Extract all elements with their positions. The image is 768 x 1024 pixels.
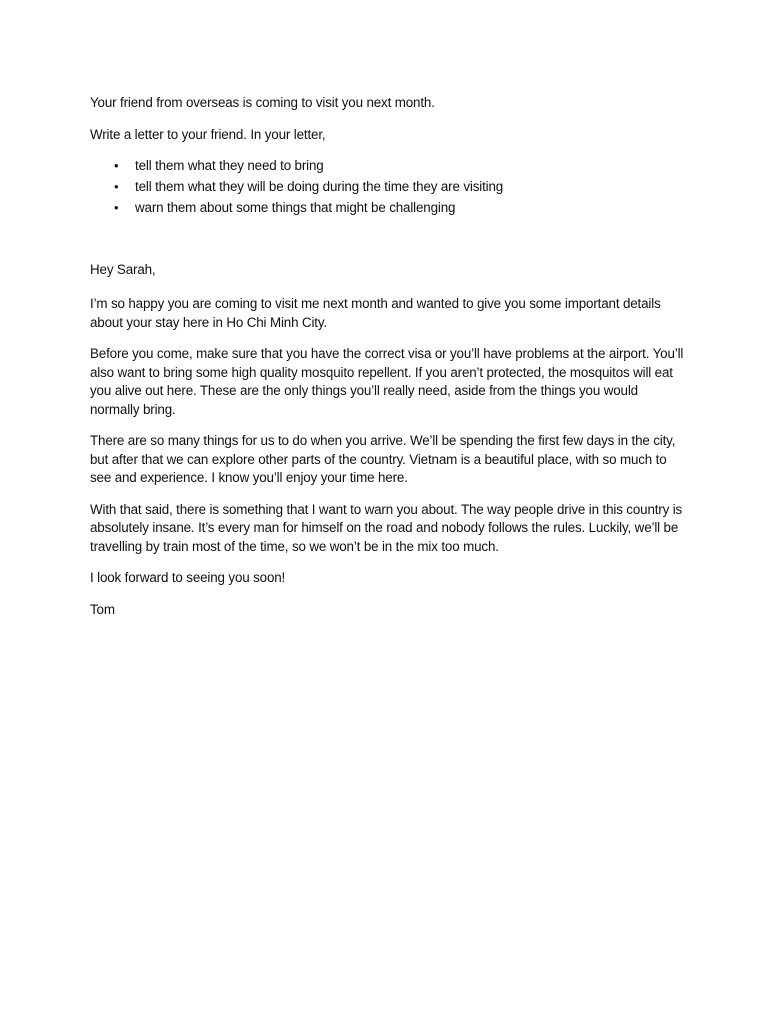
list-item-text: tell them what they need to bring <box>135 158 324 173</box>
bullet-icon: • <box>114 158 119 173</box>
letter-paragraph: With that said, there is something that I want to warn you about. The way people drive in this country is absolutely insane. It’s every man for himself on the road and nobody follows the rules. Luckily, we’ll be travelling by train most of the time, so we won’t be in the mix too much. <box>90 501 683 554</box>
letter-closing: I look forward to seeing you soon! <box>90 570 286 585</box>
bullet-icon: • <box>114 179 119 194</box>
list-item-text: tell them what they will be doing during the time they are visiting <box>135 179 504 194</box>
letter-paragraph: Before you come, make sure that you have the correct visa or you’ll have problems at the airport. You’ll also want to bring some high quality mosquito repellent. If you aren’t protected, the mosquitos will eat you alive out here. These are the only things you’ll really need, aside from the things you would normally bring. <box>90 346 684 417</box>
list-item <box>90 178 690 197</box>
list-item-text: warn them about some things that might be challenging <box>135 200 456 215</box>
document-page <box>90 94 690 632</box>
letter-paragraph: I’m so happy you are coming to visit me next month and wanted to give you some important details about your stay here in Ho Chi Minh City. <box>90 296 661 330</box>
list-item <box>90 199 690 218</box>
task-prompt <box>90 94 690 218</box>
prompt-instruction: Write a letter to your friend. In your letter, <box>90 126 326 142</box>
prompt-intro: Your friend from overseas is coming to visit you next month. <box>90 95 435 110</box>
letter-body <box>90 261 690 620</box>
letter-greeting: Hey Sarah, <box>90 261 156 277</box>
task-bullet-list <box>90 157 690 218</box>
bullet-icon: • <box>114 200 119 215</box>
list-item <box>90 157 690 176</box>
letter-signature: Tom <box>90 601 115 617</box>
letter-paragraph: There are so many things for us to do when you arrive. We’ll be spending the first few days in the city, but after that we can explore other parts of the country. Vietnam is a beautiful place, with so much to see and experience. I know you’ll enjoy your time here. <box>90 433 676 485</box>
